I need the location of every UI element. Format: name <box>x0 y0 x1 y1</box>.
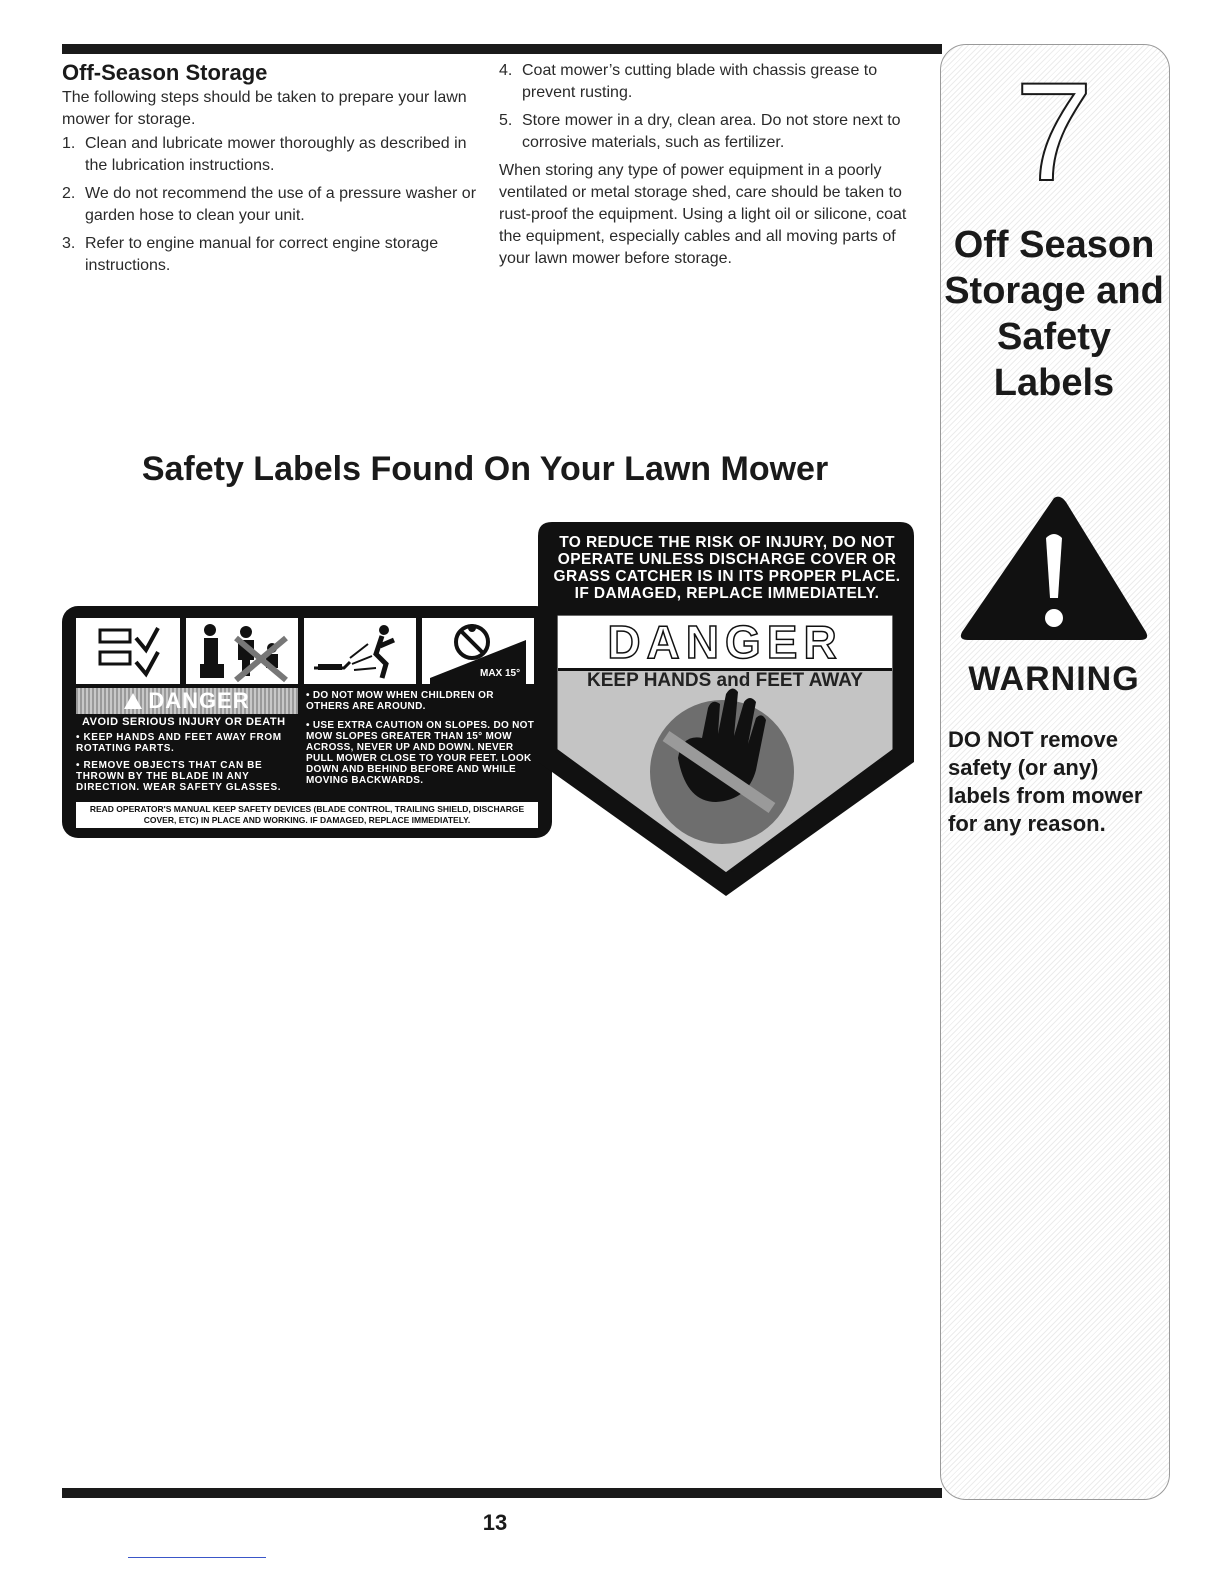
storage-left-column <box>62 60 482 283</box>
storage-steps-list-cont <box>499 60 909 154</box>
safety-labels-heading: Safety Labels Found On Your Lawn Mower <box>141 450 829 488</box>
list-item: 3. Refer to engine manual for correct engine storage instructions. <box>62 235 439 274</box>
storage-right-column <box>499 60 909 270</box>
warning-message: DO NOT remove safety (or any) labels from mower for any reason. <box>948 727 1143 836</box>
safety-label-right <box>538 522 914 900</box>
thrown-objects-icon <box>304 618 416 684</box>
left-bullets <box>76 732 304 793</box>
chapter-number: 7 <box>1015 53 1093 210</box>
children-hazard-icon <box>186 618 298 684</box>
storage-intro: The following steps should be taken to prepare your lawn mower for storage. <box>62 89 467 128</box>
blade-hazard-icon <box>76 618 180 684</box>
list-item: 1. Clean and lubricate mower thoroughly as described in the lubrication instructions. <box>62 135 467 174</box>
right-bullets <box>306 690 536 786</box>
bottom-rule <box>62 1488 942 1498</box>
danger-text: DANGER <box>607 616 843 668</box>
max-slope-text: MAX 15° <box>480 668 521 679</box>
page-number: 13 <box>482 1510 508 1535</box>
storage-note: When storing any type of power equipment in a poorly ventilated or metal storage shed, care should be taken to rust-proof the equipment. Using a light oil or silicone, coat the equipment, especially cables and all moving parts of your lawn mower before storage. <box>499 162 907 267</box>
danger-banner <box>558 616 892 671</box>
label-bullet: • REMOVE OBJECTS THAT CAN BE THROWN BY THE BLADE IN ANY DIRECTION. WEAR SAFETY GLASSES. <box>76 760 282 793</box>
list-item: 2. We do not recommend the use of a pressure washer or garden hose to clean your unit. <box>62 185 477 224</box>
danger-text: DANGER <box>148 688 250 713</box>
footer-link-line <box>128 1557 266 1558</box>
storage-heading: Off-Season Storage <box>62 60 268 85</box>
warning-triangle-icon <box>958 494 1150 649</box>
discharge-warning-text: TO REDUCE THE RISK OF INJURY, DO NOT OPERATE UNLESS DISCHARGE COVER OR GRASS CATCHER IS IN ITS PROPER PLACE. IF DAMAGED, REPLACE IMMEDIATELY. <box>553 534 901 602</box>
label-bullet: • DO NOT MOW WHEN CHILDREN OR OTHERS ARE AROUND. <box>306 690 494 712</box>
list-item: 4. Coat mower’s cutting blade with chassis grease to prevent rusting. <box>499 62 878 101</box>
keep-away-text: KEEP HANDS and FEET AWAY <box>587 670 863 691</box>
label-footer: READ OPERATOR'S MANUAL KEEP SAFETY DEVICES (BLADE CONTROL, TRAILING SHIELD, DISCHARGE COVER, ETC) IN PLACE AND WORKING. IF DAMAGED, REPLACE IMMEDIATELY. <box>76 802 538 828</box>
chapter-title: Off Season Storage and Safety Labels <box>944 224 1164 404</box>
storage-steps-list <box>62 133 482 277</box>
warning-heading: WARNING <box>968 660 1140 698</box>
label-bullet: • USE EXTRA CAUTION ON SLOPES. DO NOT MOW SLOPES GREATER THAN 15° MOW ACROSS, NEVER UP AND DOWN. NEVER PULL MOWER CLOSE TO YOUR FEET. LOOK DOWN AND BEHIND BEFORE AND WHILE MOVING BACKWARDS. <box>306 720 535 786</box>
warning-triangle-icon <box>124 693 142 709</box>
top-rule <box>62 44 942 54</box>
label-bullet: • KEEP HANDS AND FEET AWAY FROM ROTATING PARTS. <box>76 732 282 754</box>
part-number: S32102 CD <box>568 824 610 833</box>
avoid-injury-text: AVOID SERIOUS INJURY OR DEATH <box>82 716 286 728</box>
list-item: 5. Store mower in a dry, clean area. Do not store next to corrosive materials, such as fertilizer. <box>499 112 901 151</box>
danger-bar <box>76 688 298 714</box>
safety-label-left <box>62 606 552 838</box>
